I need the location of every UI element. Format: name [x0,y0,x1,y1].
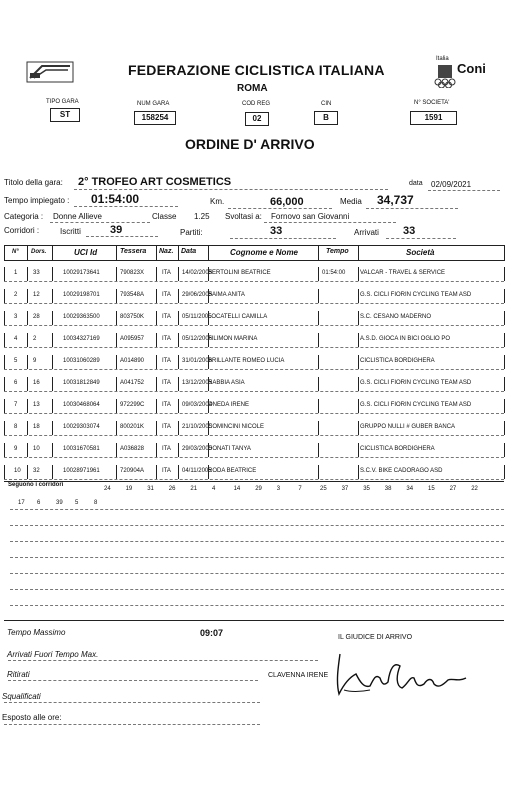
cell-n: 10 [14,468,21,474]
cell-data: 05/11/2005 [182,314,212,320]
cell-uci: 10029198701 [63,292,100,298]
cell-data: 21/10/2005 [182,424,213,430]
cell-name: RODA BEATRICE [208,468,257,474]
cell-uci: 10031812849 [63,380,100,386]
cell-dors: 28 [33,314,40,320]
code-label-cin: CIN [321,101,332,107]
cell-n: 1 [14,270,18,276]
cell-dors: 16 [33,380,40,386]
cell-uci: 10034327169 [63,336,100,342]
follower-bib: 17 [18,500,25,506]
follower-bib: 26 [168,486,176,492]
col-header-tessera: Tessera [120,248,147,255]
follower-bib: 34 [406,486,414,492]
table-row [4,437,504,459]
riders-label: Corridori : [4,226,40,235]
federation-city: ROMA [237,83,268,94]
code-label-societa: N° SOCIETA' [414,100,450,106]
cell-data: 13/12/2005 [182,380,213,386]
cell-naz: ITA [162,270,171,276]
km-label: Km. [210,197,225,206]
follower-bib: 3 [276,486,281,492]
cell-dors: 18 [33,424,40,430]
cell-tessera: 972299C [120,402,145,408]
cell-tessera: A095957 [120,336,145,342]
table-row [4,349,504,371]
cell-n: 5 [14,358,18,364]
coni-name: Coni [457,61,486,76]
cell-team: CICLISTICA BORDIGHERA [360,446,435,452]
follower-bib: 25 [320,486,327,492]
cell-data: 29/03/2005 [182,446,213,452]
cell-dors: 32 [33,468,40,474]
fci-logo [26,60,74,84]
cell-dors: 10 [33,446,40,452]
cell-naz: ITA [162,402,171,408]
cell-team: S.C. CESANO MADERNO [360,314,432,320]
code-label-num-gara: NUM GARA [137,101,170,107]
document-title: ORDINE D' ARRIVO [185,136,315,152]
cell-name: DONATI TANYA [208,446,251,452]
retired-label: Ritirati [7,670,30,679]
follower-bib: 37 [341,486,349,492]
judge-signature [330,648,470,702]
race-date: 02/09/2021 [431,180,472,189]
code-label-tipo-gara: TIPO GARA [46,99,79,105]
cell-uci: 10031060289 [63,358,100,364]
race-time: 01:54:00 [91,192,140,206]
follower-bib: 4 [212,486,216,492]
cell-uci: 10029173641 [63,270,100,276]
cell-name: FILIMON MARINA [208,336,258,342]
cell-data: 29/06/2005 [182,292,213,298]
cell-naz: ITA [162,336,171,342]
cell-name: COMINCINI NICOLE [208,424,265,430]
follower-bib: 39 [56,500,63,506]
title-label: Titolo della gara: [4,178,63,187]
disqualified-label: Squalificati [2,692,41,701]
cell-data: 05/12/2006 [182,336,213,342]
table-row [4,305,504,327]
cell-naz: ITA [162,358,171,364]
cell-tessera: A041752 [120,380,145,386]
col-header-data: Data [181,248,197,255]
cell-naz: ITA [162,380,171,386]
col-header-n: N° [12,249,19,255]
follower-bib: 19 [125,486,133,492]
date-label: data [409,180,423,187]
follower-bib: 7 [298,486,302,492]
cell-naz: ITA [162,468,171,474]
cell-uci: 10031670581 [63,446,100,452]
col-header-team: Società [406,248,435,257]
race-started: 33 [270,225,283,237]
table-row [4,327,504,349]
max-time-value: 09:07 [200,628,224,638]
table-row [4,415,504,437]
cell-name: BAIMA ANITA [208,292,245,298]
class-label: Classe [152,212,177,221]
results-table [4,245,504,650]
race-class: 1.25 [194,212,210,221]
cell-tessera: 793548A [120,292,145,298]
code-label-cod-reg: COD REG [242,101,271,107]
cell-tessera: A036828 [120,446,145,452]
table-row [4,283,504,305]
enrolled-label: Iscritti [60,227,81,236]
cell-n: 3 [14,314,18,320]
col-header-naz: Naz. [159,248,174,255]
cell-tessera: 800201K [120,424,145,430]
race-title: 2° TROFEO ART COSMETICS [78,176,232,188]
cell-dors: 12 [33,292,40,298]
cell-dors: 9 [33,358,37,364]
follower-bib: 29 [255,486,262,492]
code-box-cin: B [314,111,338,125]
finished-label: Arrivati [354,228,379,237]
cell-team: A.S.D. GIOCA IN BICI OGLIO PO [360,336,451,342]
time-label: Tempo impiegato : [4,196,70,205]
judge-label: IL GIUDICE DI ARRIVO [338,634,413,641]
col-header-name: Cognome e Nome [230,248,299,257]
cell-uci: 10029303074 [63,424,100,430]
cell-n: 4 [14,336,18,342]
cell-name: LOCATELLI CAMILLA [208,314,268,320]
cell-n: 7 [14,402,18,408]
table-row [4,261,504,283]
race-category: Donne Allieve [53,212,102,221]
posted-label: Esposto alle ore: [2,713,62,722]
cell-name: RABBIA ASIA [208,380,245,386]
follower-bib: 8 [94,500,98,506]
cell-data: 14/02/2005 [182,270,213,276]
judge-name: CLAVENNA IRENE [268,672,329,679]
race-avg: 34,737 [377,193,414,207]
coni-country: Italia [436,56,449,62]
cell-time: 01:54:00 [322,270,346,276]
col-header-time: Tempo [326,248,349,255]
col-header-uci: UCI Id [74,248,98,257]
cell-tessera: 803750K [120,314,145,320]
cell-data: 04/11/2005 [182,468,212,474]
cell-team: GRUPPO NULLI # GUBER BANCA [360,424,456,430]
follower-bib: 15 [428,486,435,492]
follower-bib: 35 [363,486,370,492]
cell-dors: 2 [33,336,37,342]
follower-bib: 31 [147,486,154,492]
race-enrolled: 39 [110,224,123,236]
late-arrivals-label: Arrivati Fuori Tempo Max. [7,650,99,659]
cell-naz: ITA [162,292,171,298]
venue-label: Svoltasi a: [225,212,262,221]
started-label: Partiti: [180,228,203,237]
cell-name: ONEDA IRENE [208,402,250,408]
cell-naz: ITA [162,314,171,320]
follower-bib: 24 [104,486,111,492]
cell-n: 6 [14,380,18,386]
cell-team: G.S. CICLI FIORIN CYCLING TEAM ASD [360,292,472,298]
avg-label: Media [340,197,362,206]
follower-bib: 5 [75,500,79,506]
table-row [4,371,504,393]
code-box-tipo-gara: ST [50,108,80,122]
cell-dors: 33 [33,270,40,276]
cell-name: BERTOLINI BEATRICE [208,270,271,276]
follower-bib: 14 [233,486,241,492]
race-venue: Fornovo san Giovanni [271,212,350,221]
cell-n: 2 [14,292,18,298]
cell-team: G.S. CICLI FIORIN CYCLING TEAM ASD [360,380,472,386]
cell-uci: 10030468064 [63,402,100,408]
cell-tessera: 790823X [120,270,145,276]
max-time-label: Tempo Massimo [7,628,66,637]
cell-team: G.S. CICLI FIORIN CYCLING TEAM ASD [360,402,472,408]
cell-naz: ITA [162,424,171,430]
code-box-cod-reg: 02 [245,112,269,126]
category-label: Categoria : [4,212,44,221]
cell-data: 09/03/2004 [182,402,213,408]
cell-tessera: 720904A [120,468,145,474]
follower-bib: 27 [449,486,457,492]
cell-team: VALCAR - TRAVEL & SERVICE [360,270,446,276]
cell-team: S.C.V. BIKE CADORAGO ASD [360,468,443,474]
follower-bib: 22 [471,486,478,492]
cell-uci: 10028971961 [63,468,100,474]
follower-bib: 6 [37,500,41,506]
cell-team: CICLISTICA BORDIGHERA [360,358,435,364]
cell-naz: ITA [162,446,171,452]
code-box-societa: 1591 [410,111,457,125]
table-row [4,459,504,481]
cell-uci: 10029363500 [63,314,100,320]
follower-bib: 38 [384,486,392,492]
coni-logo [432,56,492,90]
federation-title: FEDERAZIONE CICLISTICA ITALIANA [128,62,385,78]
race-finished: 33 [403,225,416,237]
cell-n: 8 [14,424,18,430]
col-header-dors: Dors. [31,249,47,255]
follower-bib: 21 [190,486,198,492]
cell-data: 31/01/2006 [182,358,213,364]
race-km: 66,000 [270,196,304,208]
code-box-num-gara: 158254 [134,111,176,125]
cell-n: 9 [14,446,18,452]
cell-dors: 13 [33,402,40,408]
table-row [4,393,504,415]
cell-tessera: A014890 [120,358,145,364]
cell-name: BRILLANTE ROMEO LUCIA [208,358,285,364]
followers-label: Seguono i corridori [8,482,64,488]
